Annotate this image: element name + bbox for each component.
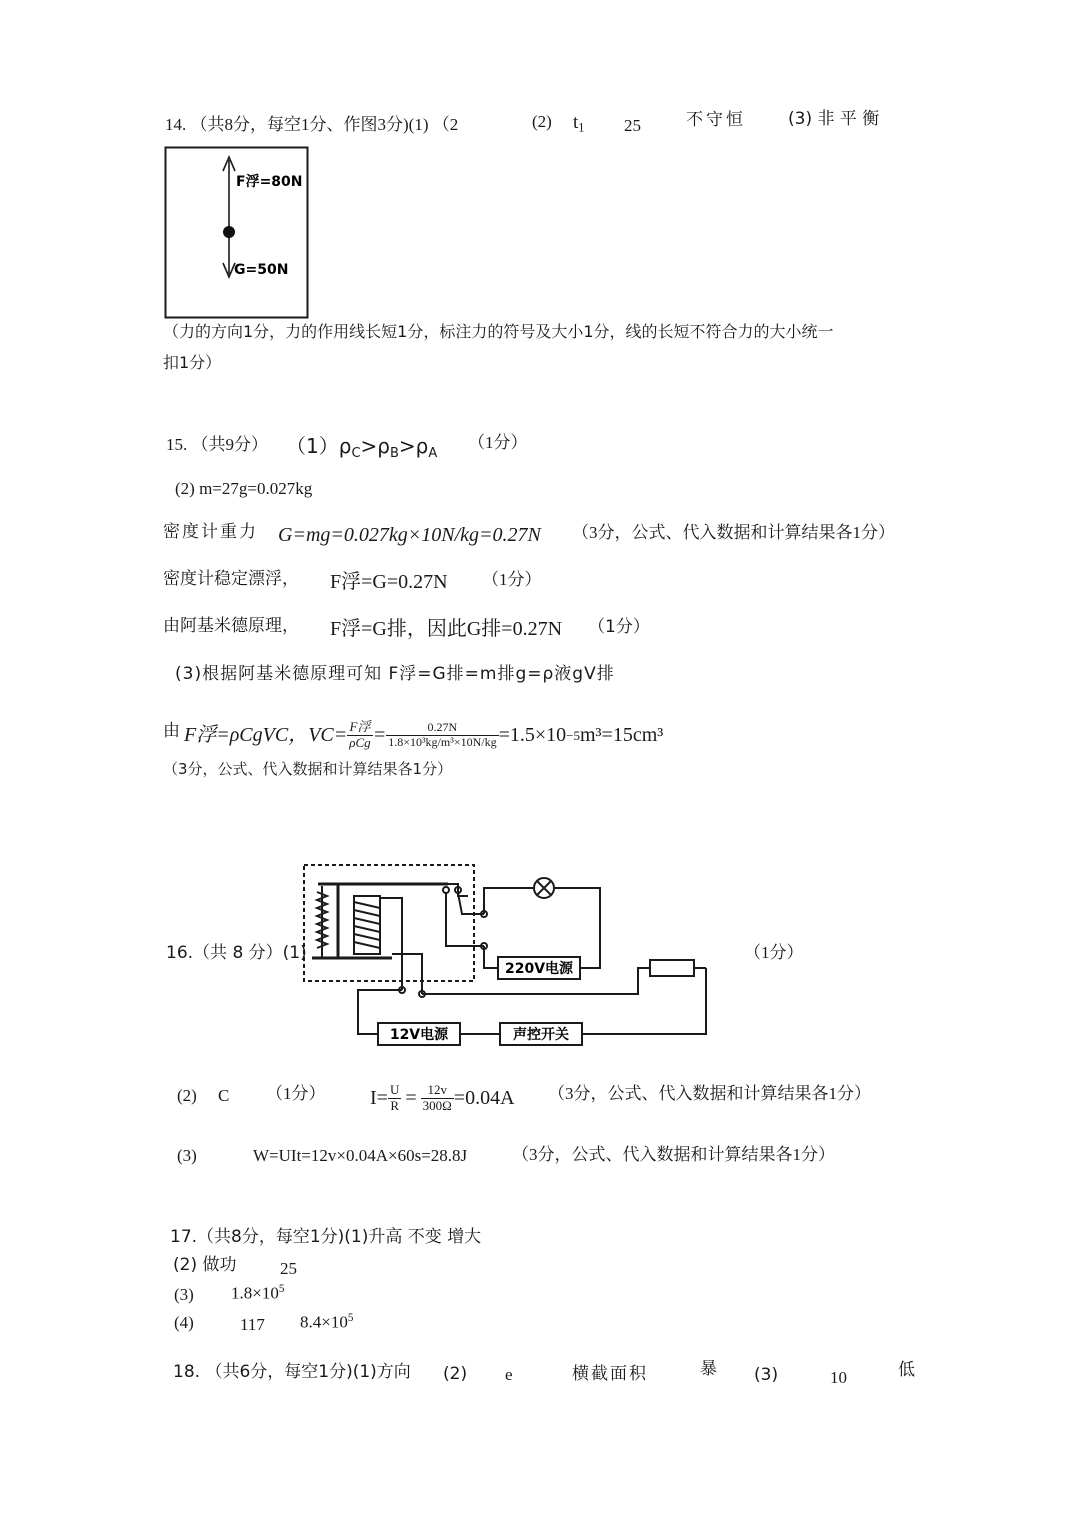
q14-force-diagram — [164, 146, 310, 320]
q17-header: 17.（共8分，每空1分)(1)升高 不变 增大 — [170, 1227, 482, 1247]
q16-header: 16.（共 8 分）(1) — [166, 943, 307, 963]
q18-a2-label: (2) — [443, 1364, 468, 1384]
resistor-icon — [650, 960, 694, 976]
q15-line5-note: （1分） — [588, 617, 650, 637]
coil-icon — [354, 902, 380, 948]
q15-line3-label: 密度计重力 — [163, 522, 258, 542]
q18-a3-word: 低 — [898, 1360, 915, 1380]
q14-a2-label: (2) — [532, 112, 552, 131]
q14-note1: （力的方向1分，力的作用线长短1分，标注力的符号及大小1分，线的长短不符合力的大小统一 — [163, 322, 834, 341]
q14-a2-value: 25 — [624, 116, 641, 135]
q18-header: 18. （共6分，每空1分)(1)方向 — [173, 1362, 411, 1382]
q17-a2-label: (2) 做功 — [173, 1255, 237, 1275]
q17-a4-value1: 117 — [240, 1315, 265, 1334]
q17-a3-label: (3) — [174, 1285, 194, 1304]
q14-a3: (3) 非 平 衡 — [788, 109, 880, 129]
q16-score1: （1分） — [744, 943, 804, 962]
q14-a2-t1: $t_1$ — [573, 112, 585, 135]
q18-a2-word2: 暴 — [700, 1359, 717, 1379]
q17-a2-value: 25 — [280, 1259, 297, 1278]
relay-housing — [304, 865, 474, 981]
q15-line4-note: （1分） — [482, 570, 542, 589]
q15-line2: (2) m=27g=0.027kg — [175, 479, 313, 498]
q18-a3-value: 10 — [830, 1368, 847, 1387]
q18-a3-label: (3) — [754, 1365, 779, 1385]
q15-line4-label: 密度计稳定漂浮， — [163, 569, 299, 589]
q17-a3-value: $1.8\times 10^5$ — [231, 1283, 285, 1303]
q15-header: 15. （共9分） — [166, 435, 268, 454]
q15-rho-score: （1分） — [468, 433, 528, 452]
q14-note2: 扣1分） — [163, 353, 222, 372]
q16-a2-answer: C — [218, 1086, 230, 1105]
q16-a3-label: (3) — [177, 1146, 197, 1165]
q16-a2-label: (2) — [177, 1086, 197, 1105]
q15-line3-formula: G=mg=0.027kg×10N/kg=0.27N — [278, 524, 541, 546]
q15-line6: (3)根据阿基米德原理可知 F浮=G排=m排g=ρ液gV排 — [175, 664, 615, 684]
q15-line5-label: 由阿基米德原理， — [163, 616, 299, 636]
q16-a2-formula: I= $\frac{U}{R}$ = $\frac{12v}{300\Omega}$ =0.04A — [370, 1082, 515, 1113]
q17-a4-label: (4) — [174, 1313, 194, 1332]
q16-a3-formula: W=UIt=12v×0.04A×60s=28.8J — [253, 1146, 468, 1165]
q15-rho-chain: $(1)\rho_C>\rho_B>\rho_A$ — [286, 434, 438, 461]
q16-a2-score: （1分） — [266, 1084, 326, 1103]
q18-a2-value: e — [505, 1365, 513, 1384]
object-point — [223, 226, 235, 238]
q15-line5-formula: F浮=G排，因此G排=0.27N — [330, 618, 563, 640]
q15-line7-formula: F浮=ρCgVC，VC= $\frac{\text{F浮}}{\text{ρCg}}$ = $\frac{0.27N}{\text{1.8×10³kg/m³×10N/kg}}$ =1.5×10 −5 m³=15cm³ — [184, 719, 664, 750]
label-12v: 12V电源 — [389, 1027, 449, 1043]
q15-line8: （3分，公式、代入数据和计算结果各1分） — [163, 760, 453, 778]
q16-circuit-diagram — [300, 862, 710, 1048]
q16-a3-note: （3分，公式、代入数据和计算结果各1分） — [512, 1145, 835, 1164]
q18-a2-word: 横截面积 — [572, 1364, 648, 1384]
q16-a2-note: （3分，公式、代入数据和计算结果各1分） — [548, 1084, 871, 1103]
label-F: F浮=80N — [236, 174, 303, 190]
q15-line4-formula: F浮=G=0.27N — [330, 571, 448, 593]
q15-line3-note: （3分，公式、代入数据和计算结果各1分） — [572, 523, 895, 542]
q17-a4-value2: $8.4\times 10^5$ — [300, 1312, 354, 1332]
q14-header: 14. （共8分，每空1分、作图3分)(1) （2 — [165, 115, 459, 134]
label-switch: 声控开关 — [513, 1027, 569, 1043]
label-220v: 220V电源 — [504, 961, 574, 977]
q14-a2-word: 不守恒 — [686, 110, 746, 130]
q15-line7-lead: 由 — [163, 721, 180, 741]
label-G: G=50N — [234, 262, 289, 278]
